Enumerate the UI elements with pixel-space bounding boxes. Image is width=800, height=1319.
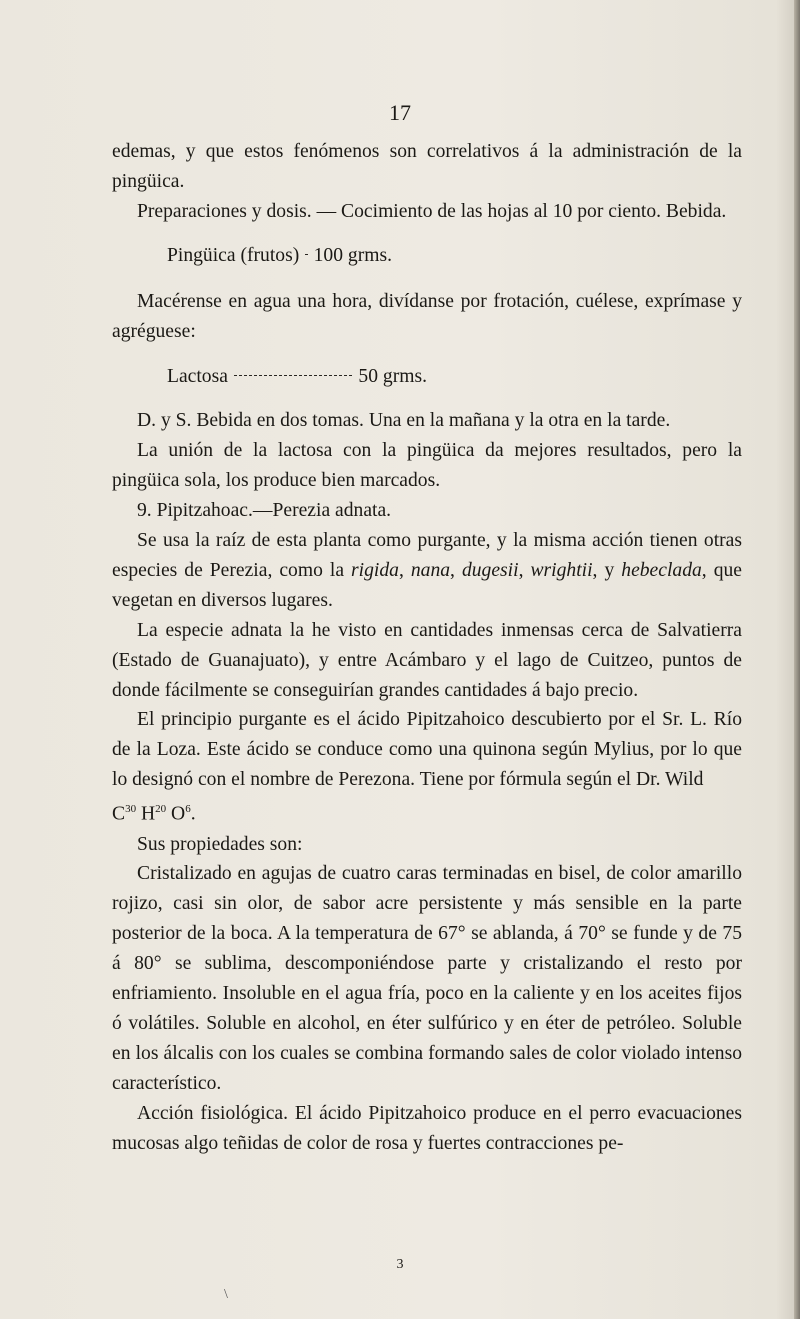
leader-dots <box>305 254 307 255</box>
section-heading-pipitzahoac: 9. Pipitzahoac.—Perezia adnata. <box>137 500 392 522</box>
paragraph-properties: Cristalizado en agujas de cuatro caras terminadas en bisel, de color amarillo rojizo, casi sin olor, de sabor acre persistente y más sensible en la parte posterior de la boca. A la temperatura de 67° se ablanda, á 70° se funde y de 75 á 80° se sublima, descomponiéndose parte y cristalizando el resto por enfriamiento. Insoluble en el agua fría, poco en la caliente y en los aceites fijos ó volátiles. Soluble en alcohol, en éter sulfúrico y en éter de petróleo. Soluble en los álcalis con los cuales se combina formando sales de color violado intenso característico. <box>112 863 742 1094</box>
recipe-line-pinguica <box>112 241 392 271</box>
paragraph-macerate: Macérense en agua una hora, divídanse por frotación, cuélese, exprímase y agréguese: <box>112 290 742 342</box>
species-nana: nana <box>410 559 451 581</box>
signature-mark: 3 <box>396 1257 404 1272</box>
paragraph-lactose-union: La unión de la lactosa con la pingüica da mejores resultados, pero la pingüica sola, los produce bien marcados. <box>112 440 742 492</box>
paragraph-dosage: D. y S. Bebida en dos tomas. Una en la mañana y la otra en la tarde. <box>137 410 671 432</box>
recipe-line-lactosa <box>112 362 427 392</box>
page-number: 17 <box>389 100 411 125</box>
leader-dots <box>234 375 352 376</box>
recipe-amount: 100 grms. <box>313 244 392 266</box>
paragraph-root-use: Se usa la raíz de esta planta como purgante, y la misma acción tienen otras especies de Perezia, como la rigida, nana, dugesii, wrightii, y hebeclada, que vegetan en diversos lugares. <box>112 529 742 611</box>
recipe-ingredient: Lactosa <box>167 366 228 388</box>
paragraph-preparations: Preparaciones y dosis. — Cocimiento de las hojas al 10 por ciento. Bebida. <box>137 200 727 222</box>
paragraph-1: edemas, y que estos fenómenos son correlativos á la administración de la pingüica. <box>112 141 742 192</box>
margin-pencil-mark: \ <box>224 1287 228 1302</box>
paragraph-properties-intro: Sus propiedades son: <box>137 833 303 855</box>
species-rigida: rigida <box>351 559 399 581</box>
species-dugesii: dugesii <box>461 559 519 581</box>
paragraph-physiological-action: Acción fisiológica. El ácido Pipitzahoico produce en el perro evacuaciones mucosas algo teñidas de color de rosa y fuertes contracciones pe- <box>112 1102 742 1154</box>
recipe-amount: 50 grms. <box>358 366 427 388</box>
paragraph-adnata-locations: La especie adnata la he visto en cantidades inmensas cerca de Salvatierra (Estado de Guanajuato), y entre Acámbaro y el lago de Cuitzeo, puntos de donde fácilmente se conseguirían grandes cantidades á bajo precio. <box>112 619 742 701</box>
species-wrightii: wrightii <box>530 559 593 581</box>
paragraph-purgative-principle: El principio purgante es el ácido Pipitzahoico descubierto por el Sr. L. Río de la Loza. Este ácido se conduce como una quinona según Mylius, por lo que lo designó con el nombre de Perezona. Tiene por fórmula según el Dr. Wild <box>112 709 742 791</box>
recipe-ingredient: Pingüica (frutos) <box>167 244 300 266</box>
chemical-formula: $C^{30}$ $H^{20}$ $O^6$. <box>112 803 196 825</box>
body-text <box>112 137 742 1159</box>
species-hebeclada: hebeclada <box>621 559 702 581</box>
page-edge-shadow <box>794 0 800 1319</box>
